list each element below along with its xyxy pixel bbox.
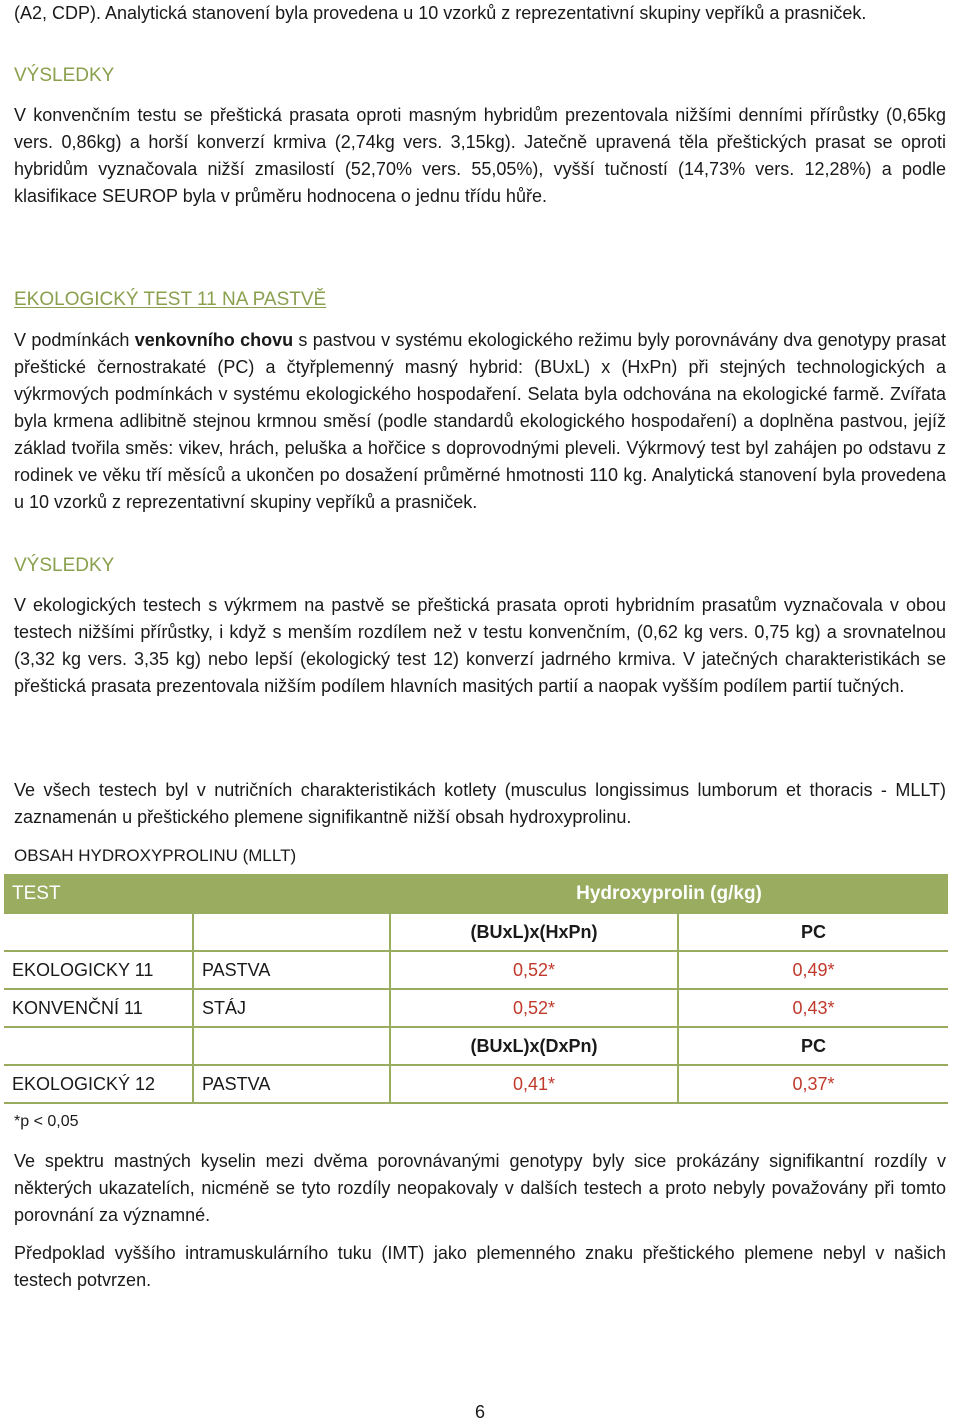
page-number: 6 bbox=[474, 1402, 485, 1422]
cell-system: PASTVA bbox=[193, 951, 390, 989]
text-segment: V podmínkách bbox=[14, 330, 135, 350]
cell-value-a: 0,52* bbox=[390, 989, 678, 1027]
table-cell bbox=[193, 914, 390, 951]
subheader-text: (BUxL)x(DxPn) bbox=[470, 1035, 598, 1056]
hydroxyproline-table bbox=[4, 874, 948, 1104]
cell-test: EKOLOGICKY 11 bbox=[4, 951, 193, 989]
heading-results-2: VÝSLEDKY bbox=[14, 555, 115, 576]
paragraph-fatty-acids: Ve spektru mastných kyselin mezi dvěma porovnávanými genotypy byly sice prokázány signifikantní rozdíly v některých ukazatelích, nicméně se tyto rozdíly neopakovaly v dalších testech a proto nebyly považovány při tomto porovnání za významné. bbox=[14, 1151, 946, 1225]
header-hydroxyprolin: Hydroxyprolin (g/kg) bbox=[390, 874, 948, 914]
table-cell bbox=[193, 1027, 390, 1065]
cell-value-b: 0,49* bbox=[678, 951, 948, 989]
paragraph-hydroxyproline: Ve všech testech byl v nutričních charakteristikách kotlety (musculus longissimus lumborum et thoracis - MLLT) zaznamenán u přeštického plemene signifikantně nižší obsah hydroxyprolinu. bbox=[14, 780, 946, 827]
cell-value-a: 0,52* bbox=[390, 951, 678, 989]
paragraph-conventional-results bbox=[14, 102, 946, 210]
table-subheader-row bbox=[4, 914, 948, 951]
paragraph-intro-end: (A2, CDP). Analytická stanovení byla provedena u 10 vzorků z reprezentativní skupiny vepříků a prasniček. bbox=[14, 3, 867, 23]
heading-results-1: VÝSLEDKY bbox=[14, 65, 115, 86]
table-header-row bbox=[4, 874, 948, 914]
text-segment: V konvenčním testu se přeštická prasata oproti masným hybridům prezentovala nižšími denními přírůstky (0,65kg vers. 0,86kg) a horší konverzí krmiva (2,74kg vers. 3,15kg). bbox=[14, 105, 946, 152]
table-row bbox=[4, 989, 948, 1027]
table-row bbox=[4, 1065, 948, 1103]
cell-system: STÁJ bbox=[193, 989, 390, 1027]
text-segment: 12,28%) a podle klasifikace SEUROP byla v průměru hodnocena o jednu třídu hůře. bbox=[14, 159, 946, 206]
subheader-text: PC bbox=[800, 921, 826, 942]
subheader-text: (BUxL)x(HxPn) bbox=[470, 921, 598, 942]
text-segment: s pastvou v systému ekologického režimu byly porovnávány dva genotypy prasat přeštické černostrakaté (PC) a čtyřplemenný masný hybrid: (BUxL) x (HxPn) při stejných technologických a výkrmových podmínkách v systému ekologického hospodaření. Selata byla odchována na ekologické farmě. Zvířata byla krmena adlibitně stejnou krmnou směsí (podle standardů ekologického hospodaření) a doplněna pastvou, jejíž základ tvořila směs: vikev, hrách, peluška a hořčice s doprovodnými pleveli. Výkrmový test byl zahájen po odstavu z rodinek ve věku tří měsíců a ukončen po dosažení průměrné hmotnosti 110 kg. Analytická stanovení byla provedena u 10 vzorků z reprezentativní skupiny vepříků a prasniček. bbox=[14, 330, 946, 512]
paragraph-imt: Předpoklad vyššího intramuskulárního tuku (IMT) jako plemenného znaku přeštického plemene nebyl v našich testech potvrzen. bbox=[14, 1243, 946, 1290]
table-title: OBSAH HYDROXYPROLINU (MLLT) bbox=[14, 846, 297, 865]
cell-value-b: 0,43* bbox=[678, 989, 948, 1027]
header-test: TEST bbox=[4, 874, 193, 914]
subheader-text: PC bbox=[800, 1035, 826, 1056]
table-cell bbox=[4, 1027, 193, 1065]
paragraph-eco-test-description bbox=[14, 327, 946, 516]
cell-value-b: 0,37* bbox=[678, 1065, 948, 1103]
subheader-genotype-b bbox=[678, 914, 948, 951]
subheader-genotype-a bbox=[390, 914, 678, 951]
bold-term: venkovního chovu bbox=[134, 330, 294, 350]
cell-system: PASTVA bbox=[193, 1065, 390, 1103]
table-cell bbox=[4, 914, 193, 951]
heading-eco-test-11: EKOLOGICKÝ TEST 11 NA PASTVĚ bbox=[14, 289, 327, 310]
paragraph-eco-results: V ekologických testech s výkrmem na pastvě se přeštická prasata oproti hybridním prasatům vyznačovala v obou testech nižšími přírůstky, i když s menším rozdílem než v testu konvenčním, (0,62 kg vers. 0,75 kg) a srovnatelnou (3,32 kg vers. 3,35 kg) nebo lepší (ekologický test 12) konverzí jadrného krmiva. V jatečných charakteristikách se přeštická prasata prezentovala nižším podílem hlavních masitých partií a naopak vyšším podílem partií tučných. bbox=[14, 595, 946, 696]
cell-value-a: 0,41* bbox=[390, 1065, 678, 1103]
table-subheader-row bbox=[4, 1027, 948, 1065]
cell-test: EKOLOGICKÝ 12 bbox=[4, 1065, 193, 1103]
table-row bbox=[4, 951, 948, 989]
subheader-genotype-a bbox=[390, 1027, 678, 1065]
cell-test: KONVENČNÍ 11 bbox=[4, 989, 193, 1027]
header-system bbox=[193, 874, 390, 914]
subheader-genotype-b bbox=[678, 1027, 948, 1065]
table-footnote: *p < 0,05 bbox=[14, 1113, 79, 1130]
text-segment: Jatečně upravená těla přeštických prasat se oproti hybridům vyznačovala nižší zmasilostí (52,70% vers. 55,05%), vyšší tučností (14,73% vers. bbox=[14, 132, 946, 179]
